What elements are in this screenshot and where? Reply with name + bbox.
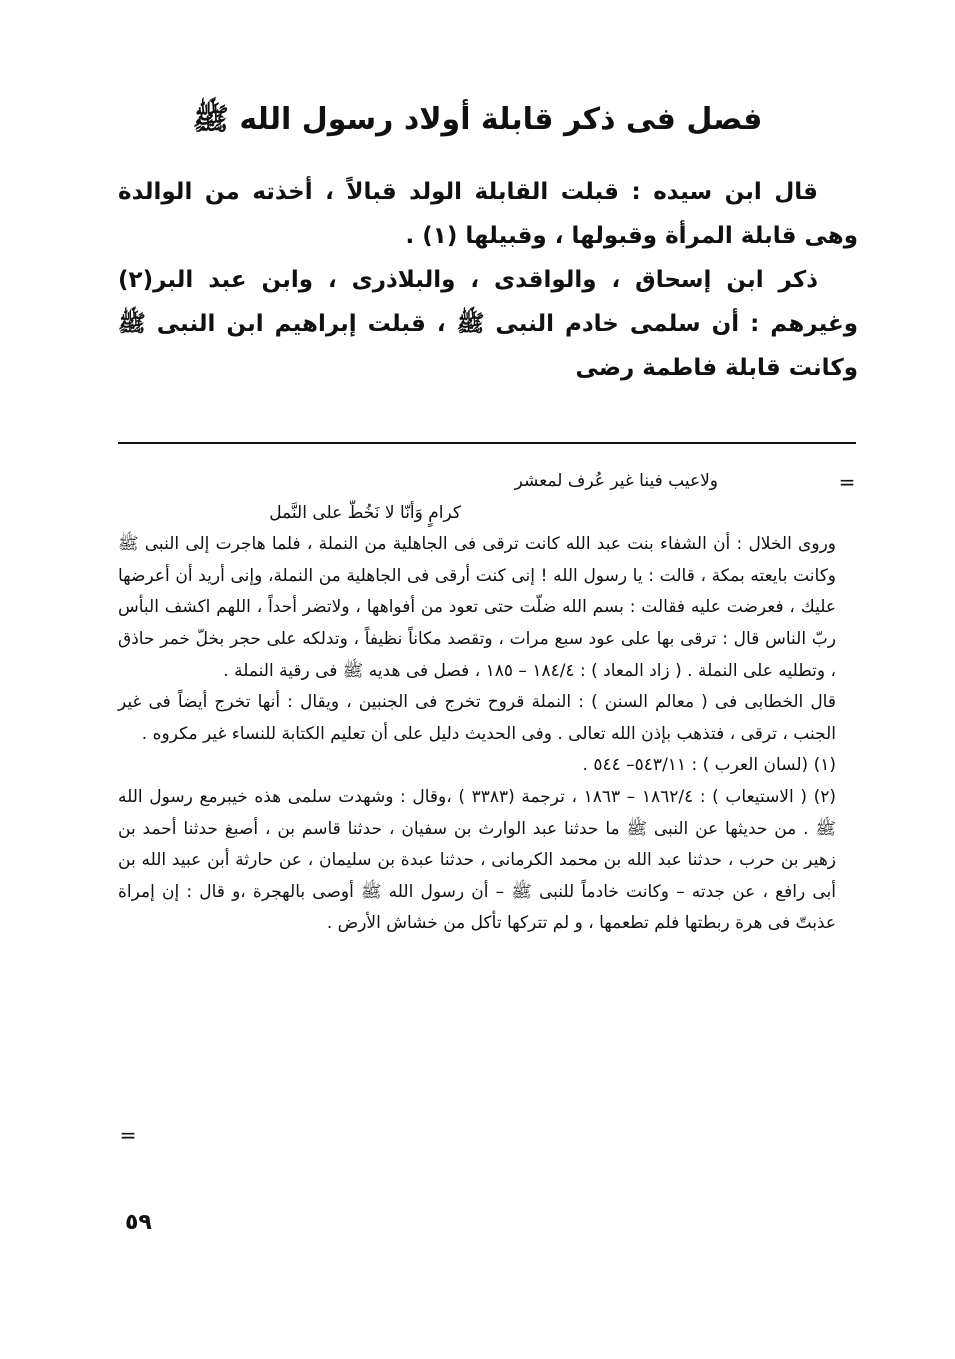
chapter-title: فصل فى ذكر قابلة أولاد رسول الله ﷺ bbox=[192, 102, 763, 137]
footnote-continuation-mark: = bbox=[838, 470, 856, 494]
footnote-paragraph-1: وروى الخلال : أن الشفاء بنت عبد الله كانت ترقى فى الجاهلية من النملة ، فلما هاجرت إلى النبى ﷺ وكانت بايعته بمكة ، قالت : يا رسول الله ! إنى كنت أرقى فى الجاهلية من النملة، وإنى أريد أن أعرضها عليك ، فعرضت عليه فقالت : بسم الله ضلّت حتى تعود من أفواهها ، ولاتضر أحداً ، اللهم اكشف البأس ربّ الناس قال : ترقى بها على عود سبع مرات ، وتقصد مكاناً نظيفاً ، وتدلكه على حجر بخلّ خمر حاذق ، وتطليه على النملة . ( زاد المعاد ) : ١٨٤/٤ – ١٨٥ ، فصل فى هديه ﷺ فى رقية النملة . bbox=[118, 534, 836, 681]
verse-line-1: ولاعيب فينا غير عُرف لمعشر bbox=[514, 471, 718, 491]
footnote-list bbox=[118, 750, 836, 940]
footnote-item bbox=[118, 750, 836, 782]
footnote-item bbox=[118, 782, 836, 940]
footnote-paragraph-2: قال الخطابى فى ( معالم السنن ) : النملة قروح تخرج فى الجنبين ، ويقال : أنها تخرج أيضاً فى غير الجنب ، ترقى ، فتذهب بإذن الله تعالى . وفى الحديث دليل على أن تعليم الكتابة للنساء غير مكروه . bbox=[118, 692, 836, 744]
page-number: ٥٩ bbox=[125, 1210, 152, 1235]
main-paragraph-2: ذكر ابن إسحاق ، والواقدى ، والبلاذرى ، وابن عبد البر(٢) وغيرهم : أن سلمى خادم النبى ﷺ ، قبلت إبراهيم ابن النبى ﷺ وكانت قابلة فاطمة رضى bbox=[118, 267, 858, 381]
footnote-number: (٢) bbox=[813, 786, 836, 807]
footnote-number: (١) bbox=[813, 755, 836, 776]
main-text bbox=[118, 170, 858, 390]
footnote-end-mark: = bbox=[119, 1123, 137, 1147]
footnote-divider bbox=[118, 442, 856, 444]
footnotes bbox=[118, 466, 836, 940]
footnote-text: (لسان العرب ) : ٥٤٣/١١– ٥٤٤ . bbox=[582, 755, 809, 776]
main-paragraph-1: قال ابن سيده : قبلت القابلة الولد قبالاً ، أخذته من الوالدة وهى قابلة المرأة وقبولها ، وقبيلها (١) . bbox=[118, 179, 858, 249]
verse-line-2: كرامٍ وَأنّا لا نَخُطّ على النَّمل bbox=[269, 502, 461, 523]
footnote-text: ( الاستيعاب ) : ١٨٦٢/٤ – ١٨٦٣ ، ترجمة (٣٣٨٣ ) ،وقال : وشهدت سلمى هذه خيبرمع رسول الله ﷺ . من حديثها عن النبى ﷺ ما حدثنا عبد الوارث بن سفيان ، حدثنا قاسم بن ، أصبغ حدثنا أحمد بن زهير بن حرب ، حدثنا عبد الله بن محمد الكرمانى ، حدثنا عبدة بن سليمان ، عن حارثة أبن عبيد الله بن أبى رافع ، عن جدته – وكانت خادماً للنبى ﷺ – أن رسول الله ﷺ أوصى بالهجرة ،و قال : إن إمراة عذبتّ فى هرة ربطتها فلم تطعمها ، و لم تتركها تأكل من خشاش الأرض . bbox=[118, 786, 836, 934]
